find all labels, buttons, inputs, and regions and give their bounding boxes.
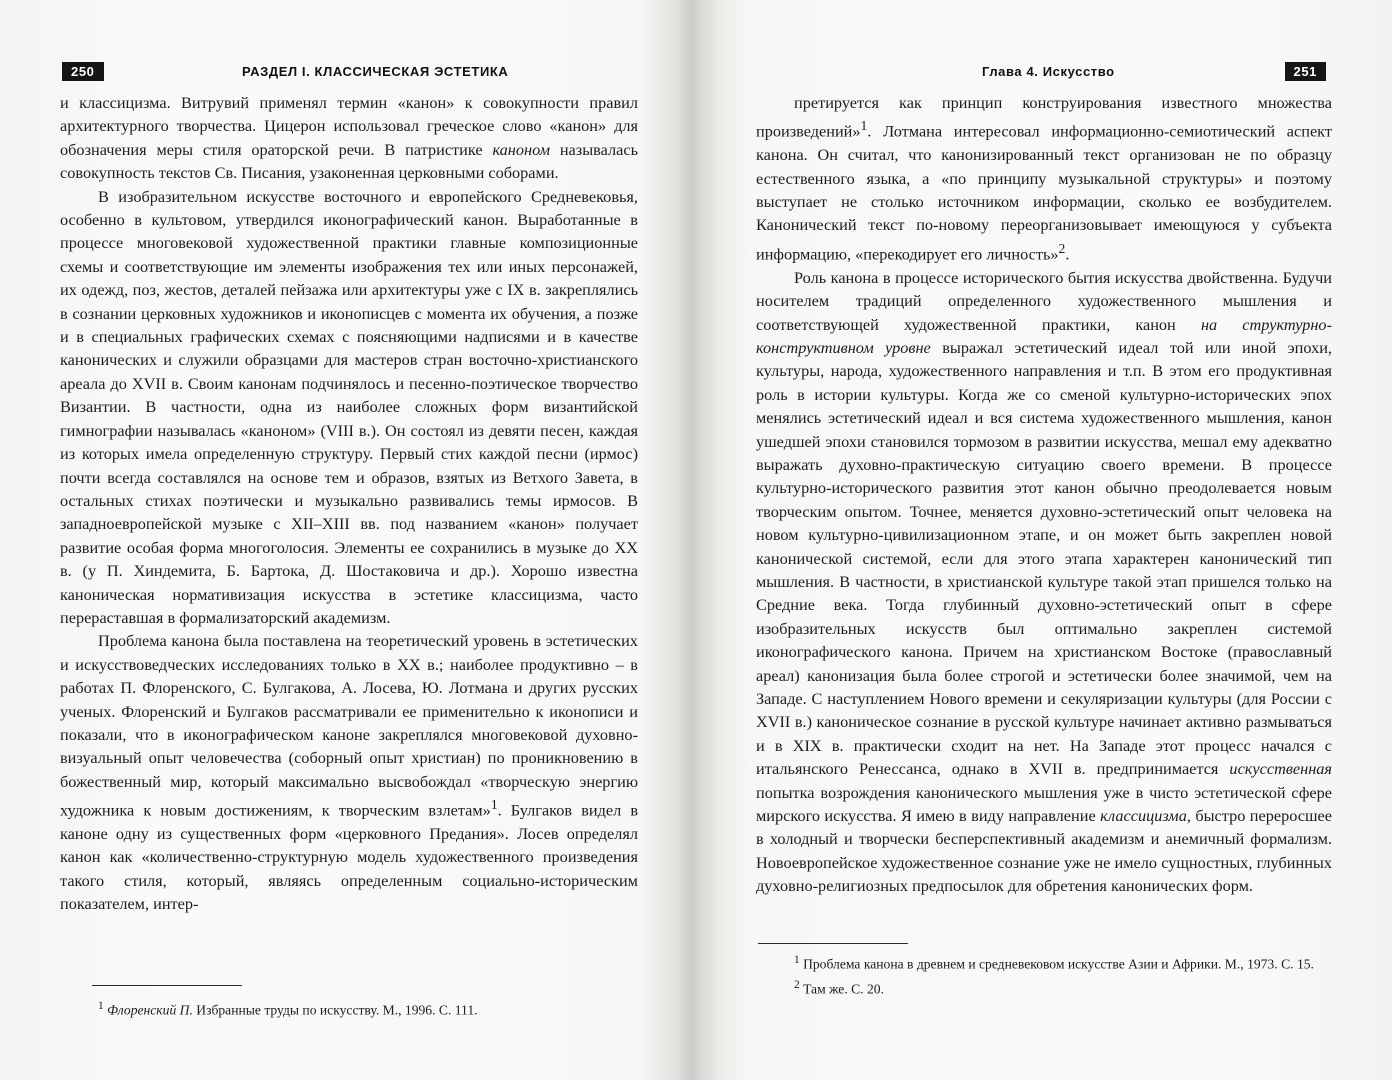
footnote-marker: 1 — [860, 118, 868, 134]
italic-text: каноном — [492, 139, 550, 159]
body-text — [60, 91, 638, 916]
paragraph — [756, 91, 1332, 266]
italic-text: классицизма — [1100, 806, 1187, 826]
footnote-rule — [758, 943, 908, 944]
text-run: , быстро переросшее в холодный и творчески бесперспективный академизм и анемичный формализм. Новоевропейское художественное сознание уже не имело сущностных, глубинных духовно-религиозных предпосылок для обретения канонических форм. — [756, 806, 1333, 896]
italic-text: искусственная — [1229, 759, 1332, 779]
text-run: Проблема канона была поставлена на теоретический уровень в эстетических и искусствоведческих исследованиях только в XX в.; наиболее продуктивно – в работах П. Флоренского, С. Булгакова, А. Лосева, Ю. Лотмана и других русских ученых. Флоренский и Булгаков рассматривали ее применительно к иконописи и показали, что в иконографическом каноне закреплялся многовековой духовно-визуальный опыт человечества (соборный опыт христиан) по проникновению в божественный мир, который максимально высвобождал «творческую энергию художника к новым достижениям, к творческим взлетам» — [60, 631, 638, 820]
page-number: 250 — [62, 62, 104, 81]
text-run: Роль канона в процессе исторического бытия искусства двойственна. Будучи носителем традиций определенного художественного мышления и соответствующей художественной практики, канон — [756, 267, 1332, 334]
text-run: выражал эстетический идеал той или иной эпохи, культуры, народа, художественного направления и т.п. В этом его продуктивная роль в истории культуры. Когда же со сменой культурно-исторических эпох менялись эстетический идеал и вся система художественного мышления, канон ушедшей эпохи становился тормозом в развитии искусства, мешал ему адекватно выражать духовно-практическую ситуацию своего времени. В процессе культурно-исторического развития этот канон обычно преодолевается новым творческим опытом. Точнее, меняется духовно-эстетический опыт человека на новом культурно-цивилизационном этапе, и он может быть закреплен новой канонической системой, если для этого этапа характерен канонический тип мышления. В частности, в христианской культуре такой этап пришелся только на Средние века. Тогда глубинный духовно-эстетический опыт в сфере изобразительных искусств был оптимально закреплен системой иконографического канона. Причем на христианском Востоке (православный ареал) канонизация была более строгой и эстетически более значимой, чем на Западе. С наступлением Нового времени и секуляризации культуры (для России с XVII в.) каноническое сознание в русской культуре начинает активно размываться и в XIX в. практически сходит на нет. На Западе этот процесс начался с итальянского Ренессанса, однако в XVII в. предпринимается — [756, 337, 1332, 779]
section-title: РАЗДЕЛ I. КЛАССИЧЕСКАЯ ЭСТЕТИКА — [242, 64, 509, 79]
italic-text: Флоренский П. — [107, 1002, 193, 1018]
paragraph — [60, 185, 638, 630]
footnote-rule — [92, 985, 242, 986]
footnote — [756, 950, 1332, 975]
chapter-title: Глава 4. Искусство — [982, 64, 1115, 79]
paragraph — [60, 629, 638, 915]
text-run: . Булгаков видел в каноне одну из существенных форм «церковного Предания». Лосев определял канон как «количественно-структурную модель художественного произведения такого стиля, который, являясь определенным социально-историческим показателем, интер- — [60, 800, 639, 914]
footnote-marker: 1 — [490, 797, 498, 813]
text-run: попытка возрождения канонического мышления уже в чисто эстетической сфере мирского искусства. Я имею в виду направление — [756, 782, 1332, 826]
left-page — [0, 0, 690, 1080]
italic-text: на структурно-конструктивном уровне — [756, 314, 1332, 357]
text-run: В изобразительном искусстве восточного и европейского Средневековья, особенно в культовом, утвердился иконографический канон. Выработанные в процессе многовековой художественной практики главные композиционные схемы и соответствующие им элементы изображения тех или иных персонажей, их одежд, поз, жестов, деталей пейзажа или архитектуры уже с IX в. закреплялись в сознании церковных художников и иконописцев с момента их обучения, а позже и в специальных графических схемах с поясняющими надписями и в качестве канонических и служили образцами для мастеров стран восточно-христианского ареала до XVII в. Своим канонам подчинялось и песенно-поэтическое творчество Византии. В частности, одна из наиболее сложных форм византийской гимнографии называлась «каноном» (VIII в.). Он состоял из девяти песен, каждая из которых имела определенную структуру. Первый стих каждой песни (ирмос) почти всегда составлялся на основе тем и образов, взятых из Ветхого Завета, в остальных стихах поэтически и музыкально развивались темы ирмосов. В западноевропейской музыке с XII–XIII вв. под названием «канон» получает развитие особая форма многоголосия. Элементы ее сохранились в музыке до XX в. (у П. Хиндемита, Б. Бартока, Д. Шостаковича и др.). Хорошо известна каноническая нормативизация искусства в эстетике классицизма, часто перераставшая в формализаторский академизм. — [60, 186, 638, 627]
text-run: Там же. С. 20. — [799, 981, 884, 997]
running-head — [700, 62, 1392, 84]
text-run: . — [1065, 244, 1070, 264]
footnote-marker: 1 — [794, 954, 800, 966]
paragraph — [756, 266, 1332, 898]
footnote-marker: 2 — [794, 978, 800, 991]
text-run: и классицизма. Витрувий применял термин «канон» к совокупности правил архитектурного творчества. Цицерон использовал греческое слово «канон» для обозначения меры стиля ораторской речи. В патристике — [60, 93, 638, 159]
footnotes — [756, 950, 1332, 999]
paragraph — [60, 91, 638, 185]
running-head — [0, 62, 690, 84]
right-page — [700, 0, 1392, 1080]
footnote — [60, 996, 638, 1021]
text-run: претируется как принцип конструирования известного множества произведений» — [756, 93, 1332, 141]
text-run: . Лотмана интересовал информационно-семиотический аспект канона. Он считал, что канонизированный текст организован не по образцу естественного языка, а «по принципу музыкальной структуры» и поэтому выступает не столько источником информации, сколько ее возбудителем. Канонический текст по-новому переорганизовывает имеющуюся у субъекта информацию, «перекодирует его личность» — [756, 121, 1332, 264]
text-run: Избранные труды по искусству. М., 1996. С. 111. — [192, 1002, 478, 1018]
footnote — [756, 975, 1332, 1000]
text-run: называлась совокупность текстов Св. Писания, узаконенная церковными соборами. — [60, 139, 638, 183]
footnote-marker: 2 — [1058, 240, 1066, 256]
text-run: Проблема канона в древнем и средневековом искусстве Азии и Африки. М., 1973. С. 15. — [799, 956, 1314, 972]
footnote-marker: 1 — [98, 1000, 104, 1012]
page-number: 251 — [1285, 62, 1327, 81]
body-text — [756, 91, 1332, 898]
footnotes — [60, 996, 638, 1021]
